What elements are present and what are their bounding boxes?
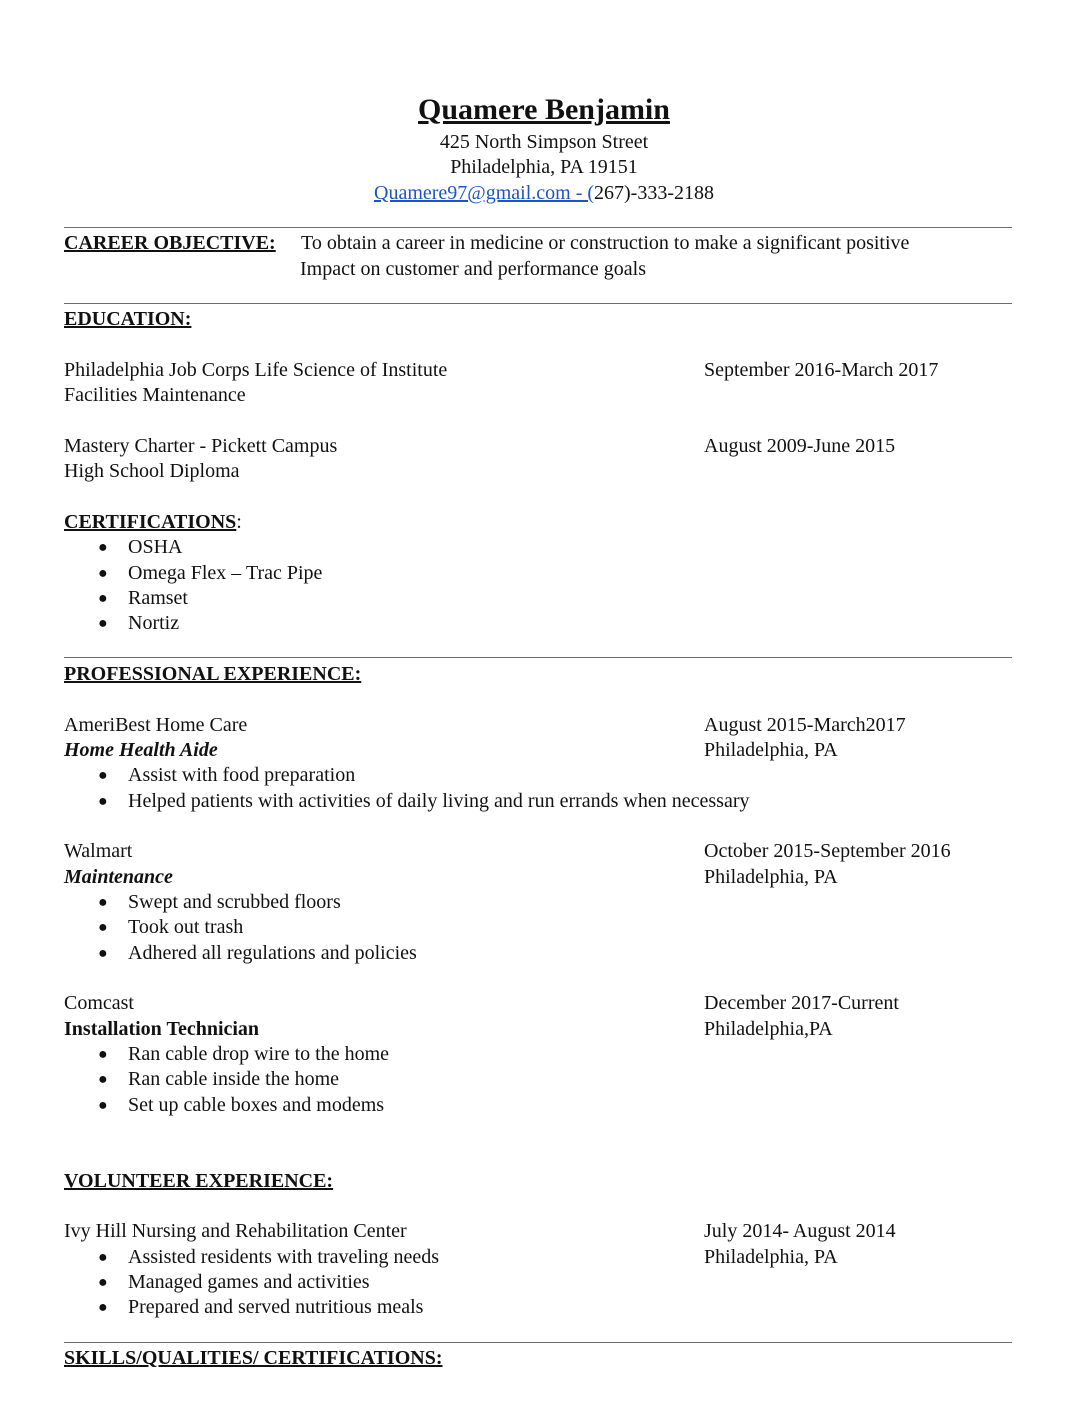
job-duty: Ran cable drop wire to the home [128,1043,390,1065]
job-dates: December 2017-Current [704,992,899,1014]
bullet-icon: ● [98,1299,108,1316]
education-school: Philadelphia Job Corps Life Science of Institute [64,359,448,381]
bullet-icon: ● [98,590,108,607]
certifications-heading: CERTIFICATIONS [64,511,237,533]
volunteer-duty: Managed games and activities [128,1271,370,1293]
email-link[interactable]: Quamere97@gmail.com - ( [374,182,595,204]
section-divider [64,303,1012,304]
job-company: Walmart [64,840,133,862]
job-location: Philadelphia,PA [704,1018,833,1040]
job-duty: Swept and scrubbed floors [128,891,341,913]
bullet-icon: ● [98,793,108,810]
bullet-icon: ● [98,1274,108,1291]
certification-item: Nortiz [128,612,180,634]
address-line-2: Philadelphia, PA 19151 [450,156,638,178]
bullet-icon: ● [98,539,108,556]
phone-number: 267)-333-2188 [594,182,714,204]
job-title: Maintenance [64,866,173,888]
job-location: Philadelphia, PA [704,866,838,888]
education-school: Mastery Charter - Pickett Campus [64,435,338,457]
job-duty: Helped patients with activities of daily living and run errands when necessary [128,790,750,812]
resume-name: Quamere Benjamin [418,93,670,126]
job-duty: Ran cable inside the home [128,1068,340,1090]
certification-item: Ramset [128,587,188,609]
certifications-heading-row [64,510,242,535]
job-title: Home Health Aide [64,739,218,761]
skills-heading: SKILLS/QUALITIES/ CERTIFICATIONS: [64,1347,443,1369]
education-heading: EDUCATION: [64,308,192,330]
volunteer-org: Ivy Hill Nursing and Rehabilitation Center [64,1220,407,1242]
contact-line [0,181,1088,206]
volunteer-duty: Assisted residents with traveling needs [128,1246,440,1268]
bullet-icon: ● [98,565,108,582]
bullet-icon: ● [98,1097,108,1114]
job-duty: Set up cable boxes and modems [128,1094,385,1116]
volunteer-location: Philadelphia, PA [704,1246,838,1268]
bullet-icon: ● [98,894,108,911]
certifications-colon: : [236,511,242,533]
bullet-icon: ● [98,919,108,936]
job-title: Installation Technician [64,1018,260,1040]
address-line-1: 425 North Simpson Street [439,131,649,153]
volunteer-duty: Prepared and served nutritious meals [128,1296,424,1318]
bullet-icon: ● [98,1071,108,1088]
bullet-icon: ● [98,615,108,632]
section-divider [64,1342,1012,1343]
professional-heading: PROFESSIONAL EXPERIENCE: [64,663,362,685]
education-dates: August 2009-June 2015 [704,435,896,457]
job-dates: August 2015-March2017 [704,714,906,736]
certification-item: Omega Flex – Trac Pipe [128,562,323,584]
job-duty: Assist with food preparation [128,764,356,786]
job-location: Philadelphia, PA [704,739,838,761]
objective-line-2: Impact on customer and performance goals [300,258,646,280]
certification-item: OSHA [128,536,183,558]
volunteer-dates: July 2014- August 2014 [704,1220,896,1242]
education-dates: September 2016-March 2017 [704,359,939,381]
bullet-icon: ● [98,767,108,784]
job-duty: Took out trash [128,916,244,938]
objective-heading: CAREER OBJECTIVE: [64,232,276,254]
bullet-icon: ● [98,1046,108,1063]
section-divider [64,657,1012,658]
job-dates: October 2015-September 2016 [704,840,951,862]
objective-line-1: To obtain a career in medicine or construction to make a significant positive [301,232,910,254]
bullet-icon: ● [98,945,108,962]
job-company: AmeriBest Home Care [64,714,248,736]
job-company: Comcast [64,992,134,1014]
job-duty: Adhered all regulations and policies [128,942,417,964]
volunteer-heading: VOLUNTEER EXPERIENCE: [64,1170,334,1192]
section-divider [64,227,1012,228]
education-program: Facilities Maintenance [64,384,246,406]
education-program: High School Diploma [64,460,240,482]
bullet-icon: ● [98,1249,108,1266]
